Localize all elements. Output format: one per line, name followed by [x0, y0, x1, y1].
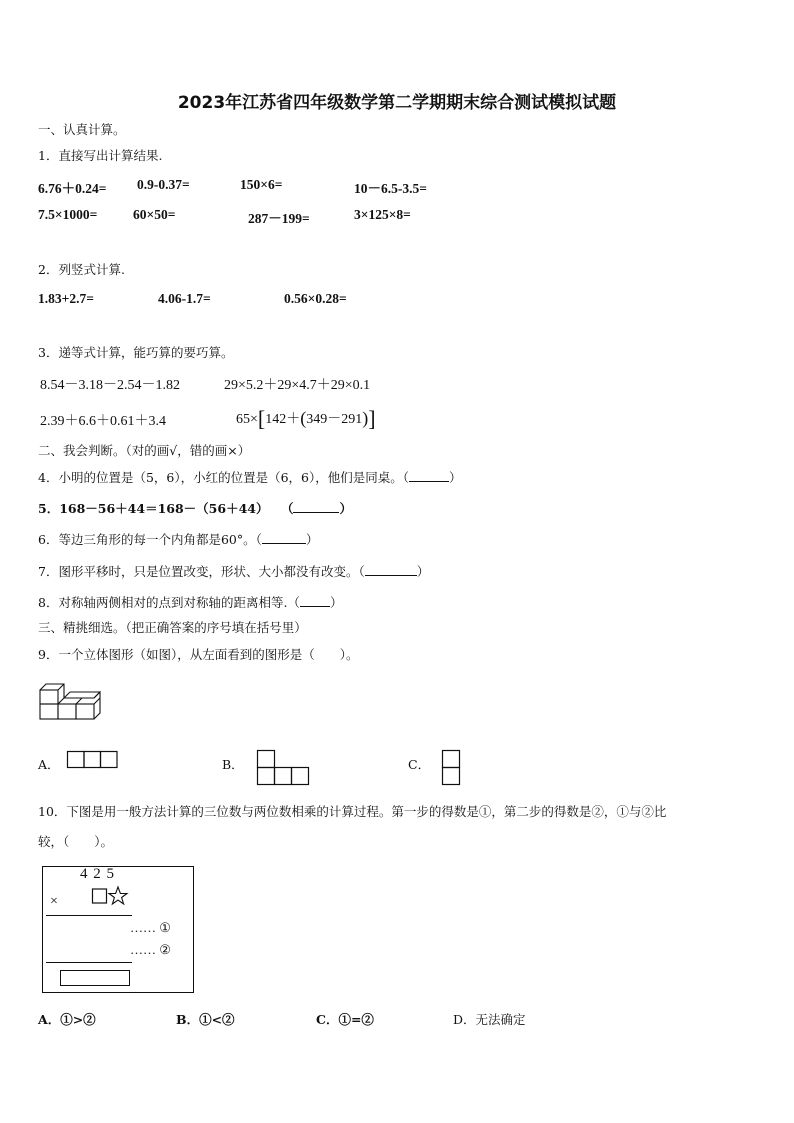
square-star-icon: [92, 886, 130, 906]
q1-row2-item2: 60×50=: [133, 207, 176, 222]
q2-item2: 4.06-1.7=: [158, 291, 211, 306]
q10-stem-line2: 较，（ ）。: [38, 834, 114, 849]
page-title: 2023年江苏省四年级数学第二学期期末综合测试模拟试题: [177, 93, 617, 113]
q1-row2-item3: 287－199=: [248, 211, 310, 226]
q1-row1-item2: 0.9-0.37=: [137, 177, 190, 192]
q1-label: 1．直接写出计算结果.: [38, 148, 163, 163]
q6: [38, 530, 318, 548]
q9-option-c-label: C．: [408, 757, 431, 772]
section2-heading: 二、我会判断。（对的画√，错的画×）: [38, 443, 251, 458]
q7-close: ）: [416, 564, 430, 579]
solid-figure: [40, 682, 102, 722]
q10-stem-line1: 10．下图是用一般方法计算的三位数与两位数相乘的计算过程。第一步的得数是①，第二步的得数是②，①与②比: [38, 804, 667, 819]
answer-blank[interactable]: [409, 469, 449, 482]
q8-close: ）: [329, 595, 343, 610]
q1-row1-item4: 10－6.5-3.5=: [354, 181, 427, 196]
q3-expr3: 2.39＋6.6＋0.61＋3.4: [40, 414, 166, 429]
q8-text: 8．对称轴两侧相对的点到对称轴的距离相等.（: [38, 595, 300, 610]
q5: [38, 499, 352, 517]
partial-product-2: …… ②: [130, 942, 171, 957]
q4-close: ）: [449, 470, 462, 485]
q10-option-d[interactable]: D．无法确定: [453, 1012, 526, 1027]
answer-blank[interactable]: [300, 594, 330, 607]
q9-option-a-label: A．: [38, 757, 60, 772]
left-bracket-icon: [: [257, 406, 266, 431]
q9-option-b-label: B．: [222, 757, 244, 772]
divider-line: [46, 962, 132, 963]
q2-item3: 0.56×0.28=: [284, 291, 347, 306]
right-bracket-icon: ]: [368, 406, 376, 431]
times-sign: ×: [50, 894, 58, 909]
answer-blank[interactable]: [262, 531, 306, 544]
answer-blank[interactable]: [365, 563, 417, 576]
option-b-figure[interactable]: [257, 750, 311, 788]
q1-row1-item3: 150×6=: [240, 177, 283, 192]
q1-row2-item4: 3×125×8=: [354, 207, 411, 222]
q2-label: 2．列竖式计算.: [38, 262, 125, 277]
q3-expr1: 8.54－3.18－2.54－1.82: [40, 378, 180, 393]
q8: [38, 593, 342, 611]
q9-stem: 9．一个立体图形（如图），从左面看到的图形是（ ）。: [38, 647, 359, 662]
q4: [38, 468, 462, 486]
q3-expr2: 29×5.2＋29×4.7＋29×0.1: [224, 378, 371, 393]
answer-box: [60, 970, 130, 986]
q1-row1-item1: 6.76＋0.24=: [38, 181, 107, 196]
divider-line: [46, 915, 132, 916]
multiplicand-digits: 4 2 5: [80, 866, 115, 882]
q5-close: ）: [339, 501, 352, 516]
q2-item1: 1.83+2.7=: [38, 291, 94, 306]
q4-text: 4．小明的位置是（5，6），小红的位置是（6，6），他们是同桌。（: [38, 470, 410, 485]
q3-expr4: [236, 406, 376, 432]
option-a-figure[interactable]: [67, 751, 119, 769]
left-paren-icon: (: [300, 408, 307, 428]
partial-product-1: …… ①: [130, 920, 171, 935]
q10-option-c[interactable]: C．①=②: [316, 1012, 374, 1027]
q6-text: 6．等边三角形的每一个内角都是60°。（: [38, 532, 262, 547]
section3-heading: 三、精挑细选。（把正确答案的序号填在括号里）: [38, 620, 307, 635]
q6-close: ）: [305, 532, 319, 547]
q7: [38, 562, 429, 580]
answer-blank[interactable]: [293, 500, 339, 513]
q5-text: 5．168－56＋44＝168－（56＋44） （: [38, 501, 294, 516]
q3-expr4-inner1: 142＋: [265, 412, 301, 427]
q3-expr4-inner2: 349－291: [306, 412, 363, 427]
option-c-figure[interactable]: [442, 750, 462, 788]
q3-expr4-prefix: 65×: [236, 412, 258, 427]
q10-option-a[interactable]: A．①>②: [38, 1012, 96, 1027]
q7-text: 7．图形平移时，只是位置改变，形状、大小都没有改变。（: [38, 564, 365, 579]
q3-label: 3．递等式计算，能巧算的要巧算。: [38, 345, 234, 360]
q10-option-b[interactable]: B．①<②: [176, 1012, 235, 1027]
section1-heading: 一、认真计算。: [38, 122, 126, 137]
right-paren-icon: ): [362, 408, 369, 428]
q1-row2-item1: 7.5×1000=: [38, 207, 98, 222]
